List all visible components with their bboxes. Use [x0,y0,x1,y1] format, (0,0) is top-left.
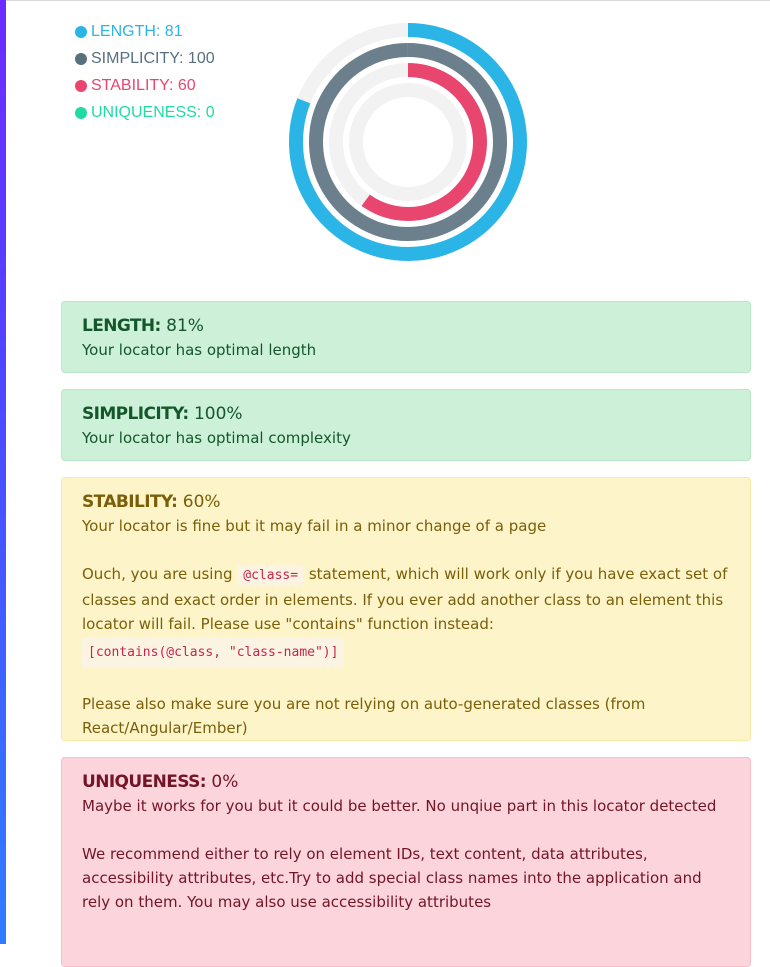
legend-marker [75,53,87,65]
stability-value: 60% [182,492,221,512]
stability-message: Your locator is fine but it may fail in a minor change of a page [82,517,547,535]
simplicity-alert [61,389,751,461]
legend-label: STABILITY: 60 [91,76,196,94]
legend-label: SIMPLICITY: 100 [91,49,215,67]
class-code-snippet: @class= [237,565,304,586]
simplicity-bar[interactable] [316,50,500,234]
chart-legend [75,18,215,126]
stability-heading [82,490,730,514]
simplicity-message: Your locator has optimal complexity [82,429,351,447]
length-alert [61,301,751,373]
uniqueness-value: 0% [211,772,239,792]
legend-marker [75,80,87,92]
uniqueness-message: Maybe it works for you but it could be better. No unqiue part in this locator detected [82,797,717,815]
simplicity-value: 100% [193,404,243,424]
statement-text: statement, which will work only if you have exact set of classes and exact order in elements. If you ever add another class to an element this locator will fail. Please use "contains" function instead: [82,565,728,633]
length-label: LENGTH: [82,316,161,336]
stability-explanation [82,562,730,668]
simplicity-heading [82,402,730,426]
uniqueness-heading [82,770,730,794]
radial-bar-chart [280,14,540,274]
length-message: Your locator has optimal length [82,341,317,359]
uniqueness-recommendation: We recommend either to rely on element IDs, text content, data attributes, accessibility attributes, etc.Try to add special class names into the application and rely on them. You may also use accessibility attributes [82,845,702,911]
top-divider [0,0,770,1]
legend-item-length[interactable] [75,18,215,45]
simplicity-label: SIMPLICITY: [82,404,189,424]
length-value: 81% [166,316,204,336]
legend-item-uniqueness[interactable] [75,99,215,126]
stability-note: Please also make sure you are not relying on auto-generated classes (from React/Angular/Ember) [82,695,646,737]
uniqueness-track [356,90,460,194]
legend-label: UNIQUENESS: 0 [91,103,215,121]
uniqueness-alert [61,757,751,967]
contains-code-snippet: [contains(@class, "class-name")] [82,638,344,668]
uniqueness-label: UNIQUENESS: [82,772,206,792]
ouch-text: Ouch, you are using [82,565,233,583]
legend-marker [75,26,87,38]
legend-marker [75,107,87,119]
legend-label: LENGTH: 81 [91,22,183,40]
stability-alert [61,477,751,741]
legend-item-stability[interactable] [75,72,215,99]
legend-item-simplicity[interactable] [75,45,215,72]
stability-label: STABILITY: [82,492,178,512]
left-accent-bar [0,0,6,944]
length-heading [82,314,730,338]
